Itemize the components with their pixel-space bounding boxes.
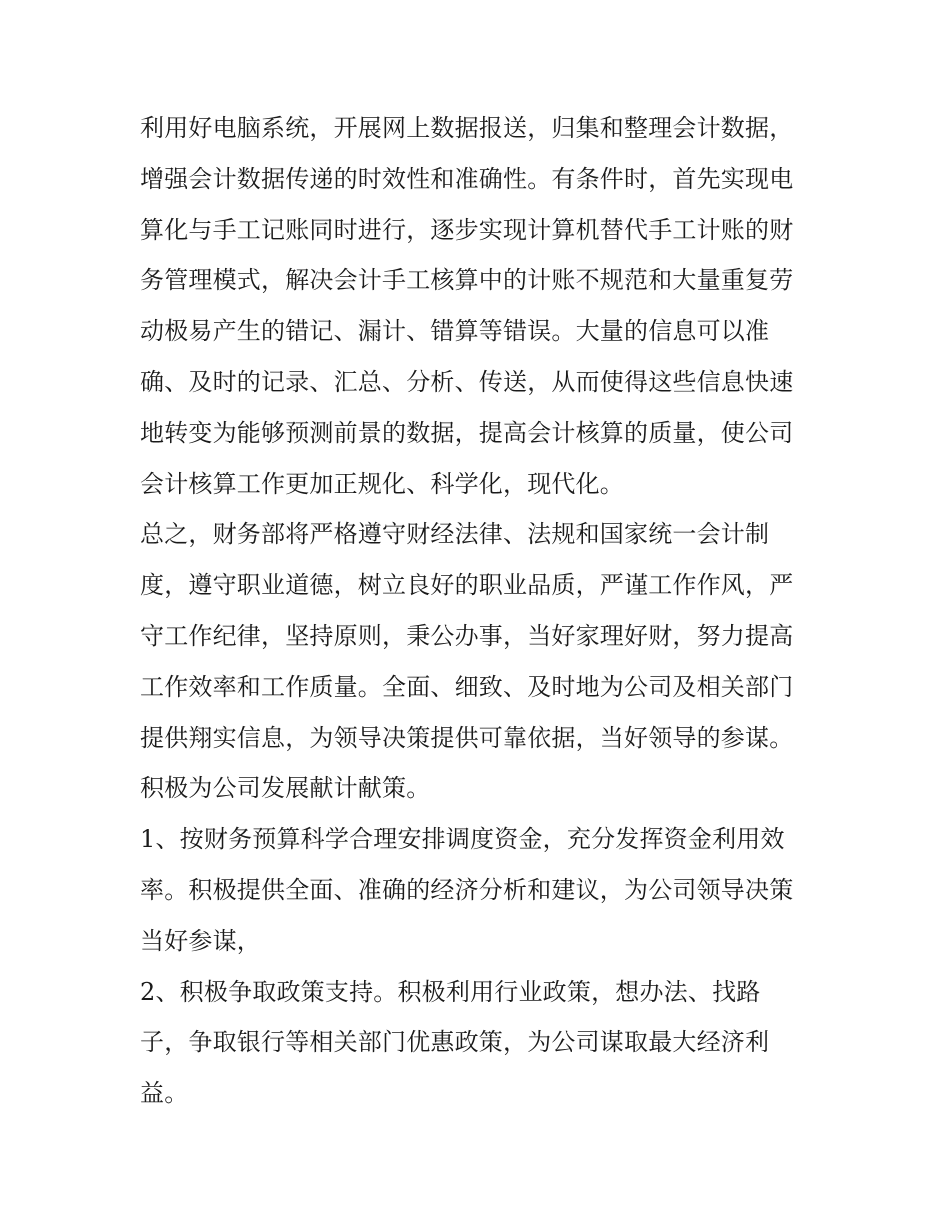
text-line: 动极易产生的错记、漏计、错算等错误。大量的信息可以准 <box>140 317 770 346</box>
text-line: 1、按财务预算科学合理安排调度资金，充分发挥资金利用效 <box>140 825 785 854</box>
text-line: 当好参谋， <box>140 926 261 955</box>
text-line: 会计核算工作更加正规化、科学化，现代化。 <box>140 469 624 498</box>
text-line: 务管理模式，解决会计手工核算中的计账不规范和大量重复劳 <box>140 266 794 295</box>
text-line: 确、及时的记录、汇总、分析、传送，从而使得这些信息快速 <box>140 367 794 396</box>
text-line: 增强会计数据传递的时效性和准确性。有条件时，首先实现电 <box>140 164 794 193</box>
text-line: 子，争取银行等相关部门优惠政策，为公司谋取最大经济利 <box>140 1028 770 1057</box>
text-line: 地转变为能够预测前景的数据，提高会计核算的质量，使公司 <box>140 418 794 447</box>
text-line: 利用好电脑系统，开展网上数据报送，归集和整理会计数据， <box>140 114 794 142</box>
document-body <box>140 103 820 1119</box>
text-line: 度，遵守职业道德，树立良好的职业品质，严谨工作作风，严 <box>140 571 794 600</box>
text-line: 益。 <box>140 1079 189 1108</box>
text-line: 守工作纪律，坚持原则，秉公办事，当好家理好财，努力提高 <box>140 621 794 650</box>
text-line: 提供翔实信息，为领导决策提供可靠依据，当好领导的参谋。 <box>140 723 794 752</box>
text-line: 总之，财务部将严格遵守财经法律、法规和国家统一会计制 <box>140 520 770 549</box>
text-line: 算化与手工记账同时进行，逐步实现计算机替代手工计账的财 <box>140 215 794 244</box>
text-line: 积极为公司发展献计献策。 <box>140 774 431 803</box>
text-line: 率。积极提供全面、准确的经济分析和建议，为公司领导决策 <box>140 875 794 904</box>
text-line: 2、积极争取政策支持。积极利用行业政策，想办法、找路 <box>140 977 761 1006</box>
text-line: 工作效率和工作质量。全面、细致、及时地为公司及相关部门 <box>140 672 794 701</box>
